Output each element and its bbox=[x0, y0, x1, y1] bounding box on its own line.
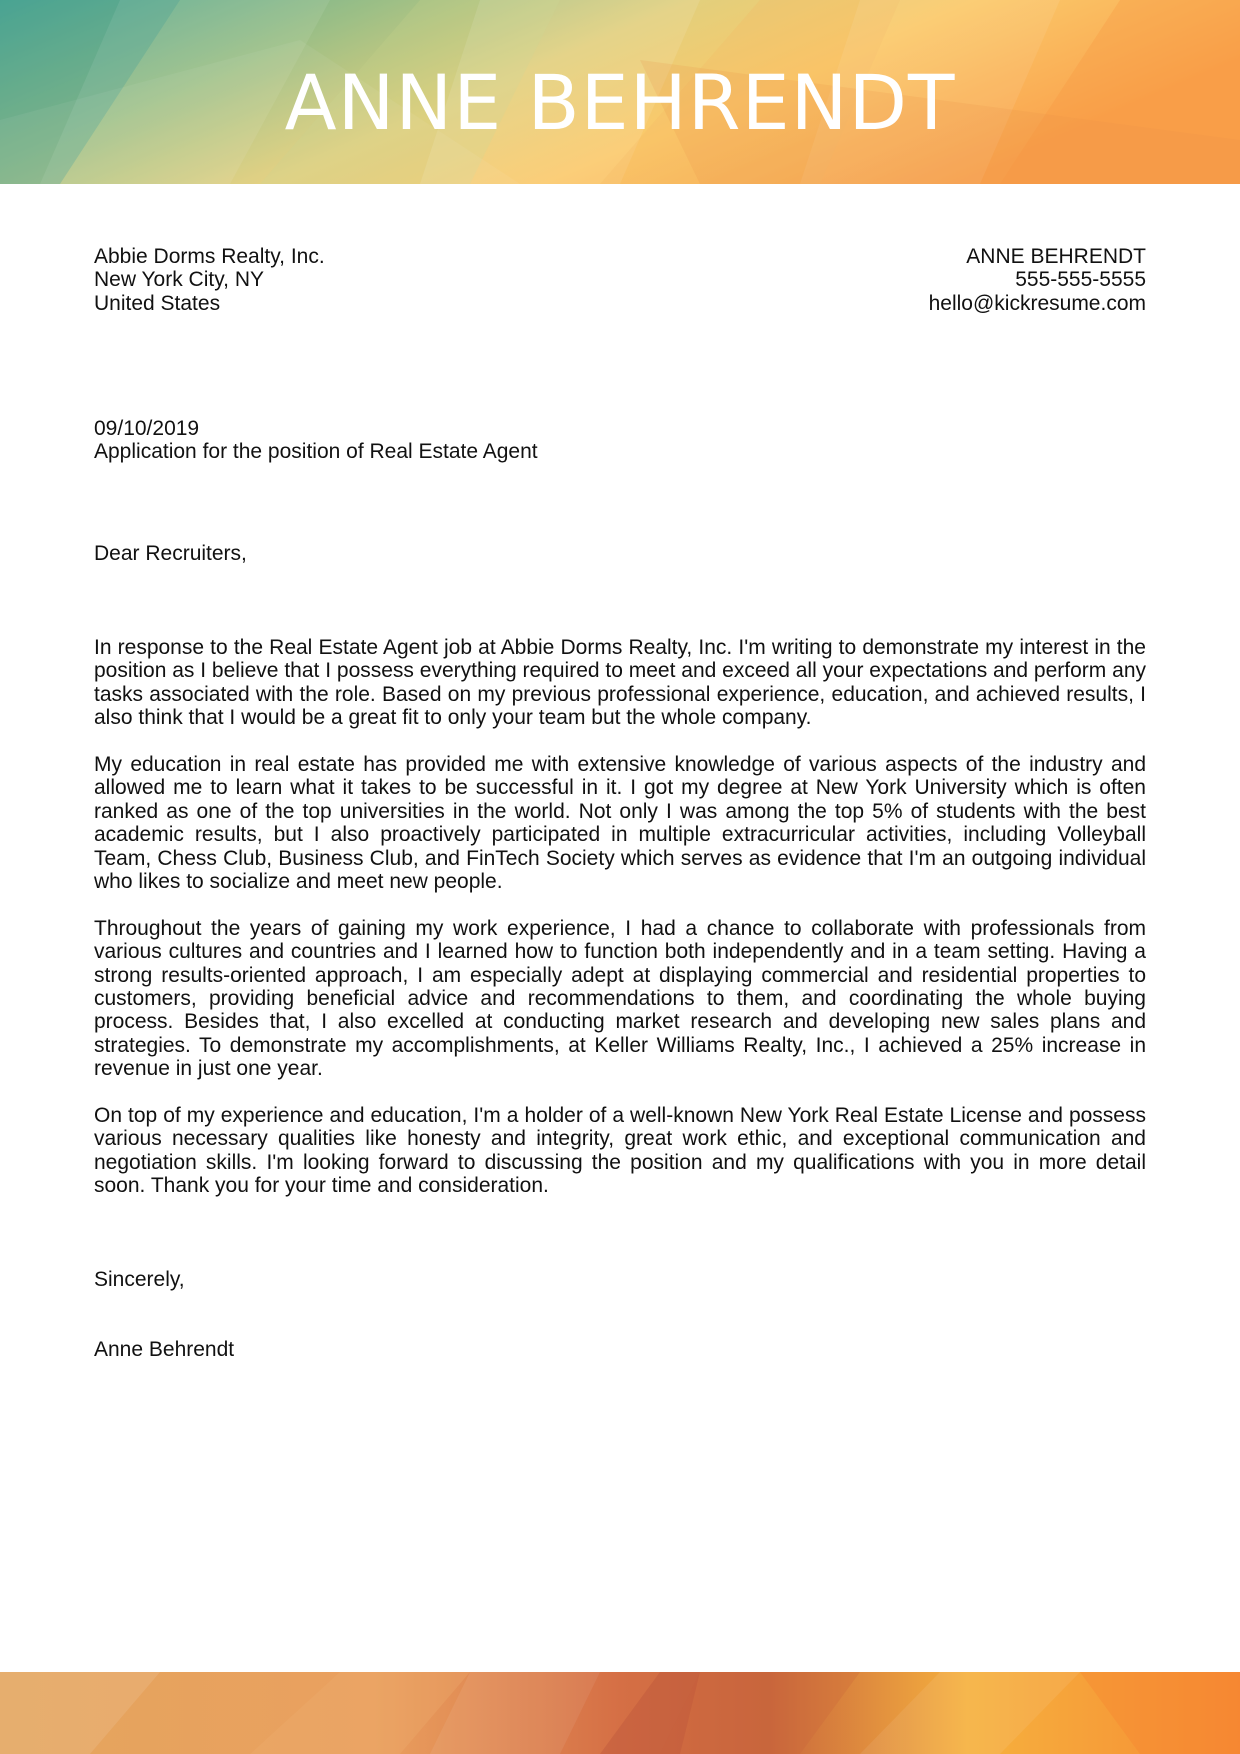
recipient-city: New York City, NY bbox=[94, 268, 264, 292]
body-paragraph: On top of my experience and education, I'm a holder of a well-known New York Real Estate License and possess various necessary qualities like honesty and integrity, great work ethic, and exceptional communication and negotiation skills. I'm looking forward to discussing the position and my qualifications with you in more detail soon. Thank you for your time and consideration. bbox=[94, 1104, 1146, 1198]
body-paragraph: My education in real estate has provided me with extensive knowledge of various aspects of the industry and allowed me to learn what it takes to be successful in it. I got my degree at New York University which is often ranked as one of the top universities in the world. Not only I was among the top 5% of students with the best academic results, but I also proactively participated in multiple extracurricular activities, including Volleyball Team, Chess Club, Business Club, and FinTech Society which serves as evidence that I'm an outgoing individual who likes to socialize and meet new people. bbox=[94, 753, 1146, 894]
closing: Sincerely, bbox=[94, 1268, 185, 1291]
letter-date: 09/10/2019 bbox=[94, 417, 200, 440]
letter-body bbox=[94, 636, 1146, 1221]
header-name: ANNE BEHRENDT bbox=[284, 58, 956, 147]
salutation: Dear Recruiters, bbox=[94, 542, 247, 565]
footer-geometric-background bbox=[0, 1672, 1240, 1754]
sender-email: hello@kickresume.com bbox=[928, 291, 1146, 315]
sender-phone: 555-555-5555 bbox=[1015, 268, 1146, 292]
body-paragraph: In response to the Real Estate Agent job at Abbie Dorms Realty, Inc. I'm writing to demonstrate my interest in the position as I believe that I possess everything required to meet and exceed all your expectations and perform any tasks associated with the role. Based on my previous professional experience, education, and achieved results, I also think that I would be a great fit to only your team but the whole company. bbox=[94, 636, 1146, 730]
signature: Anne Behrendt bbox=[94, 1338, 235, 1361]
letter-subject: Application for the position of Real Estate Agent bbox=[94, 440, 538, 464]
sender-name: ANNE BEHRENDT bbox=[966, 245, 1146, 268]
footer-band bbox=[0, 1672, 1240, 1754]
sender-contact bbox=[646, 245, 1146, 315]
header-band bbox=[0, 0, 1240, 184]
recipient-company: Abbie Dorms Realty, Inc. bbox=[94, 245, 325, 268]
recipient-country: United States bbox=[94, 291, 221, 315]
date-subject-block bbox=[94, 417, 1146, 464]
recipient-address bbox=[94, 245, 594, 315]
body-paragraph: Throughout the years of gaining my work experience, I had a chance to collaborate with professionals from various cultures and countries and I learned how to function both independently and in a team setting. Having a strong results-oriented approach, I am especially adept at displaying commercial and residential properties to customers, providing beneficial advice and recommendations to them, and coordinating the whole buying process. Besides that, I also excelled at conducting market research and developing new sales plans and strategies. To demonstrate my accomplishments, at Keller Williams Realty, Inc., I achieved a 25% increase in revenue in just one year. bbox=[94, 916, 1146, 1081]
